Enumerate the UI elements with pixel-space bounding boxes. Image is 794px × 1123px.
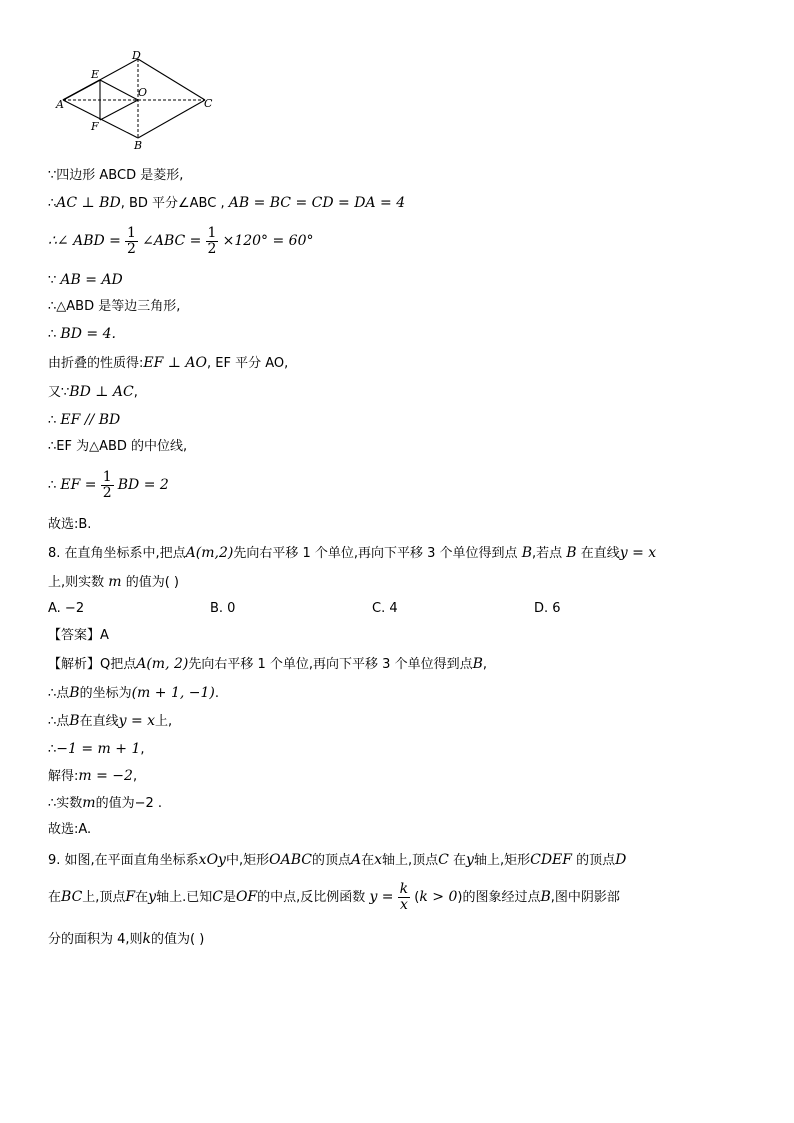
- edge-dc: [138, 59, 205, 100]
- q8-explain-line-2: ∴点B的坐标为(m + 1, −1).: [48, 685, 220, 701]
- proof-line-4: ∵ AB = AD: [48, 272, 123, 288]
- proof-line-3: ∴∠ ABD = $\frac{1}{2}$ ∠ABC = $\frac{1}{2}$ ×120° = 60°: [48, 225, 314, 257]
- segment-ae-dashed: [63, 80, 100, 100]
- label-o: O: [138, 86, 148, 99]
- q8-stem-line-1: 8. 在直角坐标系中,把点A(m,2)先向右平移 1 个单位,再向下平移 3 个单位得到点 B,若点 B 在直线y = x: [48, 545, 657, 561]
- proof-line-6: ∴ BD = 4.: [48, 326, 116, 342]
- proof-line-8: 又∵BD ⊥ AC,: [48, 384, 138, 400]
- q8-stem-line-2: 上,则实数 m 的值为( ): [48, 574, 179, 590]
- q8-option-d: D. 6: [534, 601, 561, 616]
- q9-stem-line-1: 9. 如图,在平面直角坐标系xOy中,矩形OABC的顶点A在x轴上,顶点C 在y轴上,矩形CDEF 的顶点D: [48, 852, 627, 868]
- label-e: E: [91, 68, 100, 81]
- segment-fo: [100, 100, 138, 120]
- label-a: A: [56, 98, 64, 111]
- edge-cb: [138, 100, 205, 138]
- label-c: C: [204, 97, 213, 110]
- proof-line-11: ∴ EF = $\frac{1}{2}$ BD = 2: [48, 469, 169, 501]
- q8-explain-line-6: ∴实数m的值为−2 .: [48, 795, 162, 811]
- q8-explain-line-1: 【解析】Q把点A(m, 2)先向右平移 1 个单位,再向下平移 3 个单位得到点B,: [48, 656, 488, 672]
- q8-conclusion: 故选:A.: [48, 822, 92, 837]
- proof-line-5: ∴△ABD 是等边三角形,: [48, 299, 181, 314]
- proof-conclusion: 故选:B.: [48, 517, 92, 532]
- proof-line-10: ∴EF 为△ABD 的中位线,: [48, 439, 188, 454]
- label-b: B: [134, 139, 143, 150]
- q8-option-c: C. 4: [372, 601, 398, 616]
- proof-line-1: ∵四边形 ABCD 是菱形,: [48, 168, 184, 183]
- segment-eo: [100, 80, 138, 100]
- label-d: D: [132, 50, 141, 62]
- q8-explain-line-3: ∴点B在直线y = x上,: [48, 713, 173, 729]
- q9-stem-line-3: 分的面积为 4,则k的值为( ): [48, 931, 205, 947]
- q8-explain-line-5: 解得:m = −2,: [48, 768, 138, 784]
- proof-line-9: ∴ EF // BD: [48, 412, 121, 428]
- q8-option-b: B. 0: [210, 601, 236, 616]
- q8-answer: 【答案】A: [48, 628, 109, 643]
- q8-explain-line-4: ∴−1 = m + 1,: [48, 741, 145, 757]
- label-f: F: [91, 120, 99, 133]
- proof-line-2: ∴AC ⊥ BD, BD 平分∠ABC , AB = BC = CD = DA = 4: [48, 195, 406, 211]
- q9-stem-line-2: 在BC上,顶点F在y轴上.已知C是OF的中点,反比例函数 y = $\frac{k}{x}$ (k > 0)的图象经过点B,图中阴影部: [48, 881, 620, 913]
- q8-option-a: A. −2: [48, 601, 85, 616]
- proof-line-7: 由折叠的性质得:EF ⊥ AO, EF 平分 AO,: [48, 355, 289, 371]
- rhombus-figure: [55, 50, 220, 150]
